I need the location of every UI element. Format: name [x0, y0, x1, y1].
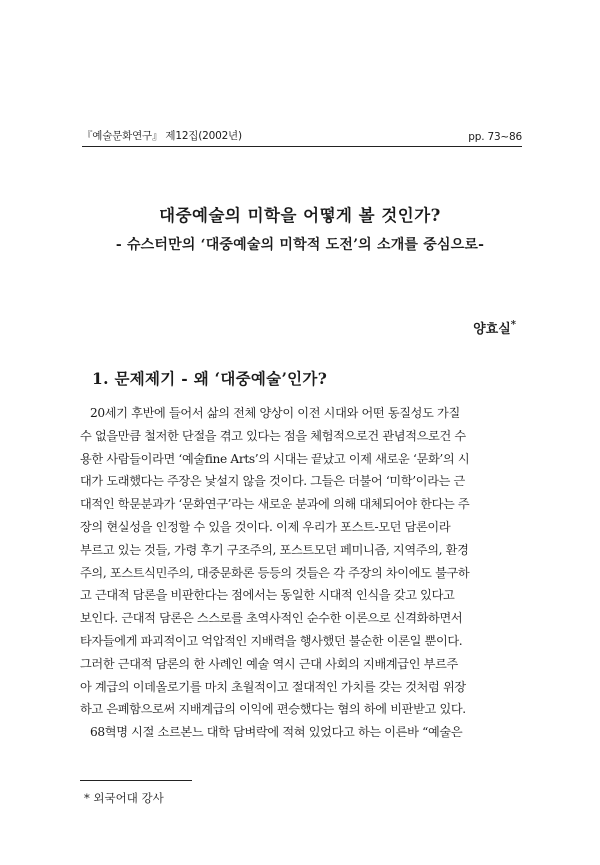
running-header [82, 128, 522, 147]
body-line: 수 없을만큼 철저한 단절을 겪고 있다는 점을 체험적으로건 관념적으로건 수 [80, 428, 466, 443]
paper-subtitle: - 슈스터만의 ‘대중예술의 미학적 도전’의 소개를 중심으로- [115, 237, 485, 253]
footnote-divider [80, 780, 192, 781]
section-heading: 1. 문제제기 - 왜 ‘대중예술’인가? [92, 369, 328, 388]
body-paragraphs [80, 402, 520, 744]
page-range: pp. 73~86 [468, 131, 522, 143]
paper-title: 대중예술의 미학을 어떻게 볼 것인가? [159, 206, 441, 225]
body-line: 주의, 포스트식민주의, 대중문화론 등등의 것들은 각 주장의 차이에도 불구하 [80, 565, 470, 580]
body-line: 장의 현실성을 인정할 수 있을 것이다. 이제 우리가 포스트-모던 담론이라 [80, 519, 451, 534]
body-line: 68혁명 시절 소르본느 대학 담벼락에 적혀 있었다고 하는 이른바 “예술은 [90, 725, 463, 740]
author [473, 318, 516, 337]
body-line: 그러한 근대적 담론의 한 사례인 예술 역시 근대 사회의 지배계급인 부르주 [80, 656, 458, 671]
journal-citation: 『예술문화연구』 제12집(2002년) [82, 130, 242, 142]
body-line: 아 계급의 이데올로기를 마치 초월적이고 절대적인 가치를 갖는 것처럼 위장 [80, 679, 466, 694]
body-line: 부르고 있는 것들, 가령 후기 구조주의, 포스트모던 페미니즘, 지역주의, 환경 [80, 542, 469, 557]
body-line: 고 근대적 담론을 비판한다는 점에서는 동일한 시대적 인식을 갖고 있다고 [80, 588, 455, 603]
footnote: * 외국어대 강사 [84, 791, 164, 805]
body-line: 용한 사람들이라면 ‘예술fine Arts’의 시대는 끝났고 이제 새로운 ‘문화’의 시 [80, 451, 470, 466]
author-footnote-mark: * [510, 319, 516, 331]
body-line: 20세기 후반에 들어서 삶의 전체 양상이 이전 시대와 어떤 동질성도 가질 [90, 406, 460, 420]
body-line: 대가 도래했다는 주장은 낯설지 않을 것이다. 그들은 더불어 ‘미학’이라는 근 [80, 474, 465, 489]
author-name: 양효실 [473, 322, 511, 337]
body-line: 타자들에게 파괴적이고 억압적인 지배력을 행사했던 불순한 이론일 뿐이다. [80, 633, 463, 648]
body-line: 대적인 학문분과가 ‘문화연구’라는 새로운 분과에 의해 대체되어야 한다는 주 [80, 497, 470, 512]
body-line: 보인다. 근대적 담론은 스스로를 초역사적인 순수한 이론으로 신격화하면서 [80, 611, 463, 626]
body-line: 하고 은폐함으로써 지배계급의 이익에 편승했다는 혐의 하에 비판받고 있다. [80, 702, 466, 717]
